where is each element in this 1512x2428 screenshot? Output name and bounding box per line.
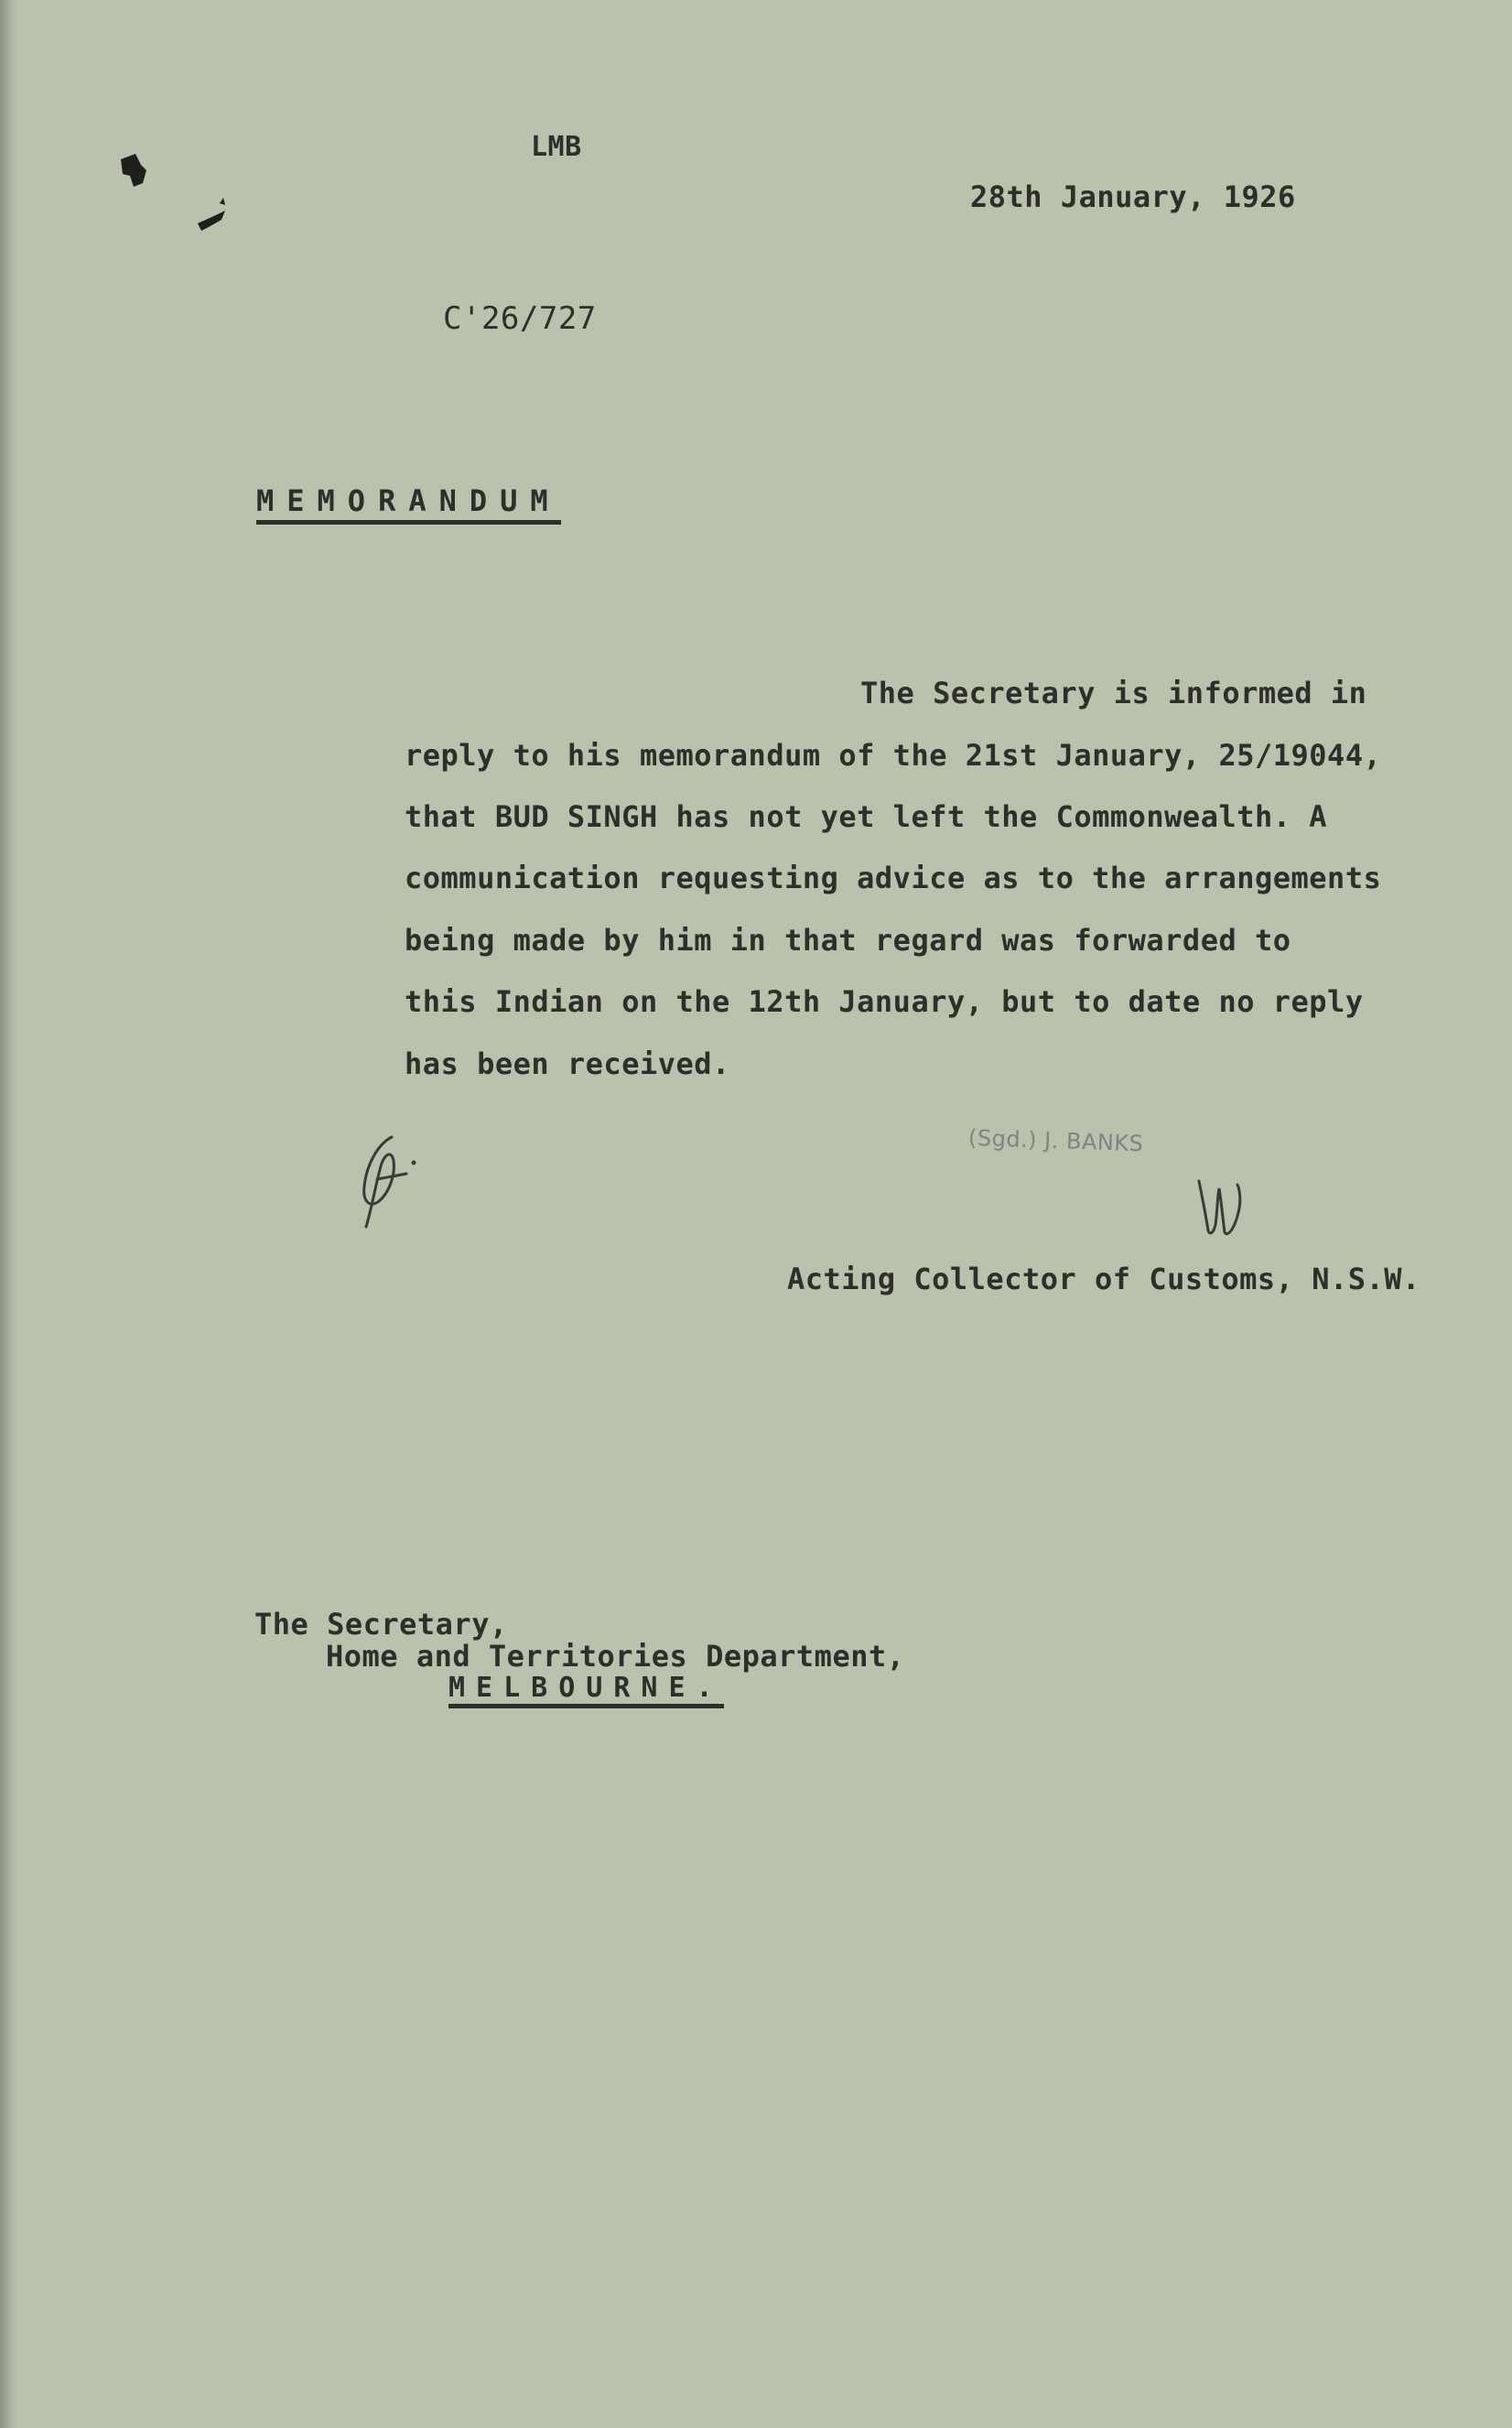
- body-line: The Secretary is informed in: [860, 676, 1367, 710]
- addressee-line-2: Home and Territories Department,: [326, 1639, 905, 1674]
- body-line: communication requesting advice as to the arrangements: [405, 861, 1382, 895]
- signatory-title: Acting Collector of Customs, N.S.W.: [787, 1262, 1420, 1296]
- typist-initials: LMB: [531, 131, 582, 163]
- body-line: this Indian on the 12th January, but to date no reply: [405, 984, 1364, 1019]
- body-line: being made by him in that regard was forwarded to: [405, 923, 1291, 958]
- handwritten-initial-left: [350, 1126, 423, 1236]
- body-line: has been received.: [405, 1046, 730, 1081]
- page-edge-shadow: [0, 0, 16, 2428]
- punch-hole-marks: [110, 146, 238, 247]
- memorandum-heading: MEMORANDUM: [256, 483, 561, 525]
- handwritten-initials-right: [1190, 1172, 1254, 1245]
- reference-number: C'26/727: [443, 300, 597, 337]
- body-line: reply to his memorandum of the 21st January, 25/19044,: [405, 738, 1382, 773]
- signature-stamp: (Sgd.) J. BANKS: [967, 1124, 1144, 1157]
- document-date: 28th January, 1926: [970, 179, 1296, 214]
- body-line: that BUD SINGH has not yet left the Commonwealth. A: [405, 799, 1328, 834]
- addressee-city: MELBOURNE.: [448, 1672, 724, 1708]
- addressee-line-1: The Secretary,: [254, 1607, 508, 1642]
